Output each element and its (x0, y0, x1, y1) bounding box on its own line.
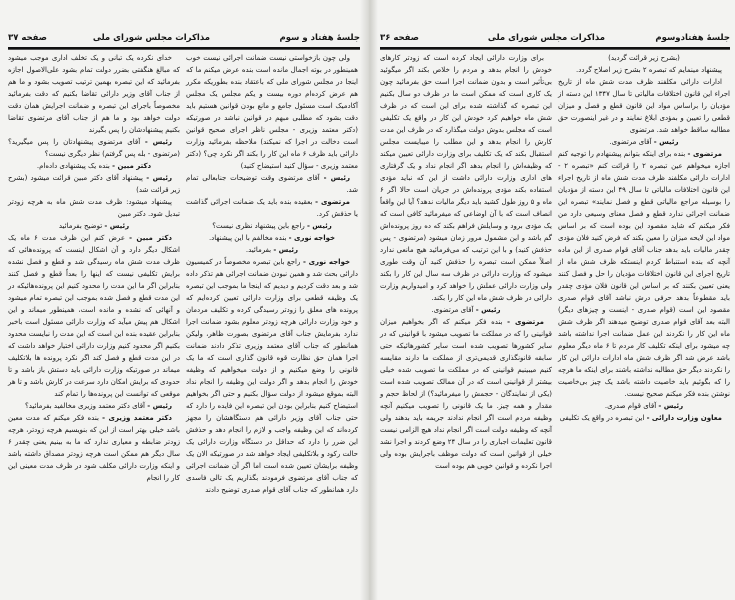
speech-paragraph (558, 400, 730, 412)
speaker-name: دکتر مبین - (112, 162, 152, 170)
paragraph-text: آقای مرتضوی وقت توضیحات جنابعالی تمام شد. (186, 174, 358, 194)
paragraph-text: این تبصره در واقع یک تکلیفی (559, 414, 645, 422)
speaker-name: مرتضوی - (507, 318, 544, 326)
session-title: جلسهٔ هفتادوسوم (655, 33, 730, 43)
speech-paragraph (8, 220, 180, 232)
speaker-name: رئیس - (146, 174, 172, 182)
page-header (8, 33, 360, 47)
page-number: صفحه ۳۷ (8, 33, 47, 43)
session-title: جلسهٔ هفتاد و سوم (279, 33, 360, 43)
page-36 (368, 0, 735, 600)
speech-paragraph (380, 304, 552, 316)
speaker-name: دکتر مبین - (129, 234, 172, 242)
paragraph-text: ادارات دارائی مکلفند ظرف مدت شش ماه از تاریخ اجراء این قانون اختلافات مالیاتی تا سال ۱۳۴۷ این دسته از مؤدیان را براساس مواد این قانون قطع و فصل و میزان قطعی را تعیین و بمؤدی ابلاغ نمایند و در غیر اینصورت حق مطالبه ساقط خواهد شد. مرتضوی (558, 78, 730, 134)
paragraph-text: پیشنهاد آقای دکتر مبین قرائت میشود (بشرح زیر قرائت شد) (8, 174, 180, 194)
speech-paragraph (8, 400, 180, 412)
speaker-name: رئیس - (653, 138, 679, 146)
speech-paragraph (558, 136, 730, 148)
speech-paragraph (8, 136, 180, 160)
speaker-name: رئیس - (273, 246, 299, 254)
header-rule (380, 47, 730, 50)
speaker-name: مرتضوی - (687, 150, 722, 158)
speaker-name: رئیس - (475, 306, 501, 314)
speaker-name: خواجه نوری - (302, 258, 351, 266)
paragraph (558, 76, 730, 136)
speaker-name: مرتضوی - (315, 198, 350, 206)
speech-paragraph (558, 412, 730, 424)
speech-paragraph (8, 412, 180, 484)
speech-paragraph (186, 244, 358, 256)
page-header (380, 33, 730, 47)
paragraph-text: بعقیده بنده باید یک ضمانت اجرائی گذاشت یا حذفش کرد. (186, 198, 358, 218)
paragraph-text: ولی چون بازخواستی نیست ضمانت اجرائی نیست خوب همینطور در بوته اجمال مانده است بنده عرض میکنم ما که اینجا در مجلس شورای ملی که باعتقاد بنده بطوریکه مکرر هم عرض کرده‌ام دوره بیست و یکم مجلس یک مجلس آکادمیک است مسئول جامع و مانع بودن قوانین هستیم باید دقت بشود که مطلبی مبهم در قوانین نباشد در صورتیکه (دکتر معتمد وزیری - مجلس ناظر اجرای صحیح قوانین است دخالت در اجرا که نمیکند) ملاحظه بفرمائید وزارت دارائی باید ظرف ۶ ماه این کار را بکند اگر نکرد چی؟ (دکتر معتمد وزیری - سؤال کنید استیضاح کنید) (186, 54, 358, 170)
speech-paragraph (186, 220, 358, 232)
speech-paragraph (380, 316, 552, 472)
speaker-name: رئیس - (306, 222, 332, 230)
paragraph-text: بنده برای اینکه بتوانم پیشنهادم را توجیه کنم اجازه میخواهم عین تبصره ۲ را قرائت کنم «تبصره ۲ - ادارات دارائی مکلفند ظرف مدت شش ماه از تاریخ اجراء این قانون اختلافات مالیاتی تا سال ۴۹ این دسته از مؤدیان را بوسیله مراجع مالیاتی قطع و فصل نمایند» تبصره این ضمانت اجرائی ندارد قطع و فصل معنای وسیعی دارد من فکر میکنم که شاید مقصود این بوده است که بر اساس مواد این لایحه میزان را معین بکند که فرض کنید فلان مؤدی چقدر مالیات باید بدهد جناب آقای قوام صدری از این ماده آنچه که بنده استنباط کردم اینستکه ظرف شش ماه از تاریخ اجرای این قانون اختلافات مؤدیان را حل و فصل کنند یعنی تعیین بکنند که بر اساس این قانون فلان مؤدی چقدر باید مقطوعاً بدهد حرفی درش نباشد آقای قوام صدری مقصود این است (قوام صدری - اینست و چیزهای دیگر) البته بعد آقای قوام صدری توضیح میدهند اگر ظرف شش ماه این کار را نکردند این عمل ضمانت اجرا نداشته باشد چه میشود برای اینکه تکلیف کار مردم تا ۶ ماه دیگر معلوم باشد عرض شد اگر ظرف شش ماه ادارات دارائی این کار را نکردند دیگر حق مطالبه نداشته باشند برای اینکه ما هرچه را که بگوئیم باید خاصیت داشته باشد یک چیز بی‌خاصیت نوشتن بنده فکر میکنم صحیح نیست. (558, 150, 730, 398)
speaker-name: رئیس - (144, 138, 172, 146)
paragraph-text: عرض کنم این ظرف مدت ۶ ماه یک اشکال دیگر دارد و آن اشکال اینست که پرونده‌هائی که ظرف مدت شش ماه رسیدگی شد و قطع و فصل نشده برایش تکلیفی نیست که اینها را بعداً قطع و فصل کنند بنابراین اگر ما این مدت را محدود کنیم این پرونده‌هائیکه در این مدت قطع و فصل شده بموجب این تبصره تمام میشود و آنهائی که نشده و مانده است، همینطور میماند و این اشکال هم پیش میآید که وزارت دارائی مسئول است باخبر بنابراین عقیده بنده این است که این مدت را نبایست محدود بکنیم اگر محدود کنیم وزارت دارائی اختیار خواهد داشت که در این مدت قطع و فصل کند اگر نکرد پرونده ها بلاتکلیف میماند در صورتیکه وزارت دارائی باید دستش باز باشد و تا حدودی که برایش امکان دارد سرعت در کارش باشد و تا هر موقعی که توانست این پرونده‌ها را تمام کند (8, 234, 180, 398)
paragraph-text: بنده فکر میکنم که مدت معین باشد خیلی بهتر است از این که بنویسیم هرچه زودتر، هرچه زودتر ضابطه و معیاری ندارد که ما به بینیم یعنی چقدر ۶ سال دیگر هم ممکن است هرچه زودتر مصداق داشته باشد و اینکه وزارت دارائی مکلف شود در ظرف مدت معینی این کار را انجام (8, 414, 180, 482)
paragraph-text: راجع باین پیشنهاد نظری نیست؟ (212, 222, 305, 230)
speech-paragraph (186, 196, 358, 220)
speaker-name: رئیس - (323, 174, 350, 182)
text-column (186, 52, 358, 496)
text-column (558, 52, 730, 424)
speaker-name: رئیس - (104, 222, 130, 230)
publication-title: مذاکرات مجلس شورای ملی (92, 33, 210, 43)
paragraph-text: خدای نکرده یک تبانی و یک تخلف اداری موجب میشود که مبالغ هنگفتی بضرر دولت تمام بشود علی‌الاصول اجازه بفرمائید که این تبصره بهمین ترتیب تصویب بشود و ما هم از جناب آقای وزیر دارائی تقاضا بکنیم که دقت بفرمائید مخصوصاً باجرای این تبصره و ضمانت اجرایش همان دقت دولت خواهد بود و ما هم از جناب آقای مرتضوی تقاضا بکنیم پیشنهادشان را پس بگیرند (8, 54, 180, 134)
paragraph-text: بنده یک پیشنهادی داده‌ام. (36, 162, 110, 170)
paragraph-text: توضیح بفرمائید (58, 222, 103, 230)
paragraph (380, 52, 552, 304)
paragraph-text: (بشرح زیر قرائت گردید) (608, 54, 680, 62)
speech-paragraph (8, 232, 180, 400)
paragraph (8, 52, 180, 136)
speech-paragraph (558, 148, 730, 400)
speaker-name: معاون وزارت دارائی - (646, 414, 722, 422)
paragraph-text: بفرمائید. (245, 246, 272, 254)
speaker-name: رئیس - (658, 402, 684, 410)
paragraph-text: آقای مرتضوی. (609, 138, 652, 146)
paragraph-text: برای وزارت دارائی ایجاد کرده است که زودتر کارهای خودش را انجام بدهد و مردم را خلاص بکند اگر میگوئید بی‌تأثیر است و بدون ضمانت اجرا است حق بفرمائید چون یک کاری است که ممکن است ما در ظرف دو سال بکنیم این تبصره که گذاشته شده برای این است که در ظرف شش ماه خواهیم کرد خودش این کار در واقع یک تکلیفی است که مجلس بدوش دولت میگذارد که در ظرف این مدت کارش را انجام بدهد و این مطلب را میبایست مجلس استقبال بکند که یک تکلیف برای وزارت دارائی تعیین میکند که وظیفه‌اش را انجام بدهد اگر انجام نداد و یک گرفتاری های اداری وزارت دارائی داشت از این که نباید مؤدی استفاده بکند مؤدی پرونده‌اش در جریان است حالا اگر ۶ ماه و ۵ روز طول کشید باید دیگر مالیات ندهد؟ آیا این واقعاً انصاف است که با آن اوضاعی که میفرمائید کافی است که یک مؤدی برود و وسایلش فراهم بکند که ده روز پرونده‌اش گم باشد و این مشمول مرور زمان میشود (مرتضوی - پس حذفش کنید) و با این ترتیب که می‌فرمائید هیچ مانعی ندارد اصلاً ممکن است تبصره را حذفش کنید آن وقت طوری میشود که وزارت دارائی در ظرف سه سال این کار را بکند ولی وزارت دارائی عملش را خواهد کرد و امیدواریم وزارت دارائی در ظرف شش ماه این کار را بکند. (380, 54, 552, 302)
paragraph-text: آقای مرتضوی. (431, 306, 474, 314)
paragraph-text: پیشنهاد میشود: ظرف مدت شش ماه به هرچه زودتر تبدیل شود. دکتر مبین (8, 198, 180, 218)
paragraph (186, 52, 358, 172)
paragraph-text: راجع باین تبصره مخصوصاً در کمیسیون دارائی بحث شد و همین نبودن ضمانت اجرائی هم تذکر داده شد و بعد دقت کردیم و دیدیم که اینجا ما بموجب این تبصره یک وظیفه قطعی برای وزارت دارائی تعیین کرده‌ایم که پرونده های معلق را زودتر رسیدگی کرده و تکلیف مردمان و خود وزارت دارائی هرچه زودتر معلوم بشود ضمانت اجرا ندارد بفرمایش جناب آقای مرتضوی بصورت ظاهر، ولیکن همانطور که جناب آقای معتمد وزیری تذکر دادند ضمانت اجرا همان حق نظارت قوه قانون گذاری است که ما یک قانونی را وضع میکنیم و از دولت میخواهیم که وظیفه خودش را انجام بدهد و اگر دولت این وظیفه را انجام نداد البته بموقع میشود از دولت سؤال بکنیم و حتی اگر بخواهیم استیضاح کنیم بنابراین بودن این تبصره این فایده را دارد که حتی جناب آقای وزیر دارائی هم دستگاهشان را مجهز کرده‌اند که این وظیفه واجب و لازم را انجام دهد و حذفش این ضرر را دارد که حداقل در دستگاه وزارت دارائی یک حالت رکود و بلاتکلیفی ایجاد خواهد شد در صورتیکه الان یک وظیفه برایشان تعیین شده است اما اگر آن ضمانت اجرائی که جناب آقای مرتضوی فرمودند بگذاریم یک تالی فاسدی دارد همانطور که جناب آقای قوام صدری توضیح دادند (186, 258, 358, 494)
paragraph-text: آقای مرتضوی پیشنهادتان را پس میگیرید؟ (مرتضوی - بله پس گرفتم) نظر دیگری نیست؟ (8, 138, 180, 158)
speech-paragraph (8, 172, 180, 196)
speaker-name: خواجه نوری - (288, 234, 336, 242)
paragraph (558, 52, 730, 64)
speech-paragraph (8, 160, 180, 172)
paragraph-text: بنده فکر میکنم که اگر بخواهیم میزان قوانینی را که در مملکت ما تصویب میشود با قوانینی که در سایر کشورها تصویب شده است سایر کشورهائیکه حتی سابقه قانونگذاری قدیمی‌تری از مملکت ما دارند مقایسه کنیم میبینیم قوانینی که در مملکت ما تصویب شده خیلی بیشتر از قوانینی است که در آن ممالک تصویب شده است (یکی از نمایندگان - حجمش را میفرمائید؟) از لحاظ حجم و مقدار و همه چیز. ما یک قانونی را تصویب میکنیم آنچه وظیفه مردم است اگر انجام ندادند جریمه باید بدهند ولی آنچه که وظیفه دولت است اگر انجام نداد هیچ الزامی نیست قانون تعلیمات اجباری را در سال ۲۴ وضع کردند و اجرا نشد خیلی از قوانین است که دولت موظف باجرایش بوده ولی اجرا نکرده و قوانین خوبی هم بوده است (380, 318, 552, 470)
speech-paragraph (186, 172, 358, 196)
paragraph-text: آقای قوام صدری. (604, 402, 657, 410)
speaker-name: دکتر معتمد وزیری - (102, 414, 172, 422)
speech-paragraph (186, 256, 358, 496)
header-rule (8, 47, 360, 50)
paragraph (558, 64, 730, 76)
paragraph (8, 196, 180, 220)
publication-title: مذاکرات مجلس شورای ملی (487, 33, 605, 43)
paragraph-text: بنده مخالفم با این پیشنهاد. (208, 234, 287, 242)
speaker-name: رئیس - (147, 402, 172, 410)
paragraph-text: پیشنهاد مینمایم که تبصره ۲ بشرح زیر اصلاح گردد. (576, 66, 722, 74)
paragraph-text: آقای دکتر معتمد وزیری مخالفید بفرمائید؟ (24, 402, 145, 410)
page-number: صفحه ۳۶ (380, 33, 419, 43)
speech-paragraph (186, 232, 358, 244)
text-column (380, 52, 552, 472)
text-column (8, 52, 180, 484)
